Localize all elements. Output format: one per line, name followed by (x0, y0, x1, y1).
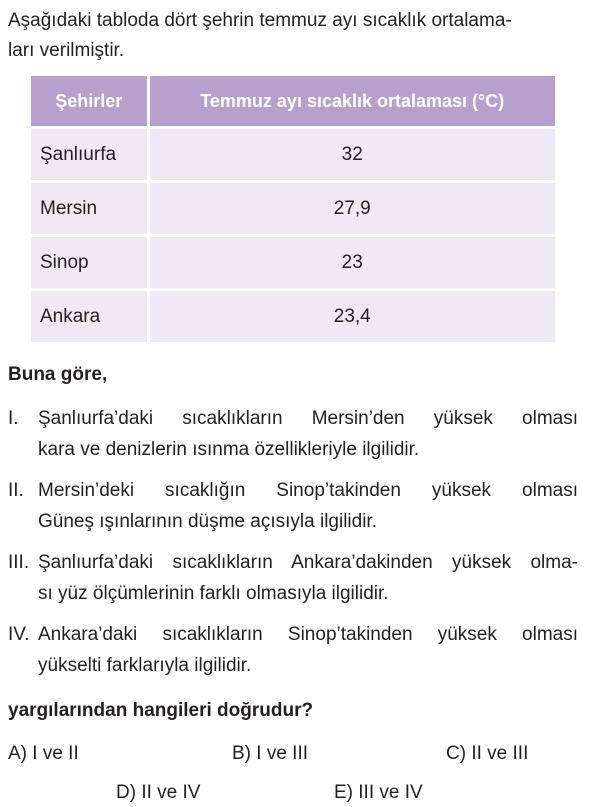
statement-line: yükselti farklarıyla ilgilidir. (38, 655, 252, 676)
header-july-average: Temmuz ayı sıcaklık ortalaması (°C) (148, 76, 555, 128)
option-d[interactable]: D) II ve IV (116, 782, 201, 803)
statement-item (8, 403, 578, 465)
temperature-cell: 23,4 (148, 290, 555, 344)
statement-number: IV. (8, 624, 30, 645)
temperature-table (31, 76, 555, 345)
table-header-row (31, 76, 555, 128)
statement-text (38, 403, 578, 465)
statement-line: Ankara’daki sıcaklıkların Sinop’takinden yüksek olması (38, 624, 578, 645)
statement-text (38, 475, 578, 537)
statement-number: III. (8, 552, 30, 573)
option-b[interactable]: B) I ve III (232, 743, 309, 764)
lead-text: Buna göre, (8, 364, 108, 385)
temperature-cell: 27,9 (148, 182, 555, 236)
option-a[interactable]: A) I ve II (8, 743, 79, 764)
table-row (31, 290, 555, 344)
statement-line: sı yüz ölçümlerinin farklı olmasıyla ilgilidir. (38, 583, 389, 604)
statements-list (8, 403, 578, 691)
table-row (31, 236, 555, 290)
statement-item (8, 475, 578, 537)
city-cell: Ankara (31, 290, 148, 344)
table-row (31, 182, 555, 236)
statement-text (38, 619, 578, 681)
intro-text (8, 6, 580, 66)
statement-line: kara ve denizlerin ısınma özellikleriyle ilgilidir. (38, 439, 420, 460)
statement-line: Mersin’deki sıcaklığın Sinop’takinden yüksek olması (38, 480, 578, 501)
statement-line: Şanlıurfa’daki sıcaklıkların Ankara’dakinden yüksek olma- (38, 552, 578, 573)
city-cell: Sinop (31, 236, 148, 290)
statement-line: Şanlıurfa’daki sıcaklıkların Mersin’den yüksek olması (38, 408, 578, 429)
statement-item (8, 619, 578, 681)
city-cell: Mersin (31, 182, 148, 236)
option-e[interactable]: E) III ve IV (334, 782, 423, 803)
city-cell: Şanlıurfa (31, 128, 148, 182)
option-c[interactable]: C) II ve III (446, 743, 529, 764)
statement-line: Güneş ışınlarının düşme açısıyla ilgilidir. (38, 511, 377, 532)
temperature-cell: 23 (148, 236, 555, 290)
statement-item (8, 547, 578, 609)
header-cities: Şehirler (31, 76, 148, 128)
intro-line-2: ları verilmiştir. (8, 40, 125, 61)
statement-number: II. (8, 480, 24, 501)
table-row (31, 128, 555, 182)
intro-line-1: Aşağıdaki tabloda dört şehrin temmuz ayı sıcaklık ortalama- (8, 10, 512, 31)
statement-text (38, 547, 578, 609)
temperature-cell: 32 (148, 128, 555, 182)
statement-number: I. (8, 408, 19, 429)
question-text: yargılarından hangileri doğrudur? (8, 700, 314, 721)
